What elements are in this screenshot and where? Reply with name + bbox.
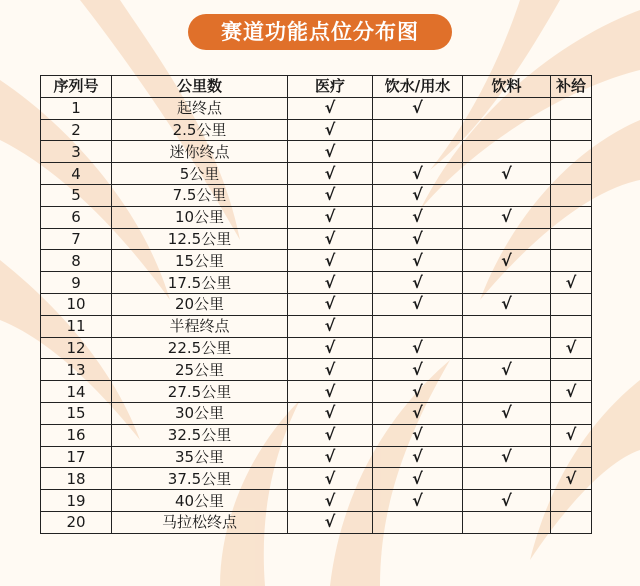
cell-supply [551,206,592,228]
check-mark-icon: √ [324,141,336,161]
cell-kilometer: 32.5公里 [112,424,288,446]
cell-water [373,119,463,141]
cell-medical [288,119,373,141]
cell-drink [463,359,551,381]
table-row [41,293,592,315]
cell-water [373,228,463,250]
cell-serial: 12 [41,337,112,359]
table-row [41,184,592,206]
check-mark-icon: √ [324,468,336,488]
check-mark-icon: √ [324,294,336,314]
cell-supply [551,163,592,185]
check-mark-icon: √ [501,359,512,379]
header-supply: 补给 [551,76,592,98]
cell-medical [288,511,373,533]
table-row [41,511,592,533]
check-mark-icon: √ [324,316,336,336]
check-mark-icon: √ [324,490,336,510]
cell-kilometer: 25公里 [112,359,288,381]
cell-medical [288,228,373,250]
check-mark-icon: √ [412,337,423,357]
check-mark-icon: √ [412,163,423,183]
cell-medical [288,272,373,294]
table-header-row [41,76,592,98]
cell-serial: 14 [41,381,112,403]
cell-water [373,337,463,359]
cell-drink [463,119,551,141]
table-row [41,359,592,381]
cell-serial: 2 [41,119,112,141]
check-mark-icon: √ [324,185,336,205]
cell-drink [463,97,551,119]
cell-drink [463,402,551,424]
check-mark-icon: √ [412,490,423,510]
cell-medical [288,163,373,185]
cell-supply [551,141,592,163]
cell-water [373,402,463,424]
cell-water [373,97,463,119]
cell-kilometer: 10公里 [112,206,288,228]
check-mark-icon: √ [501,163,512,183]
check-mark-icon: √ [324,119,336,139]
cell-kilometer: 2.5公里 [112,119,288,141]
check-mark-icon: √ [412,403,423,423]
cell-kilometer: 7.5公里 [112,184,288,206]
table-row [41,250,592,272]
check-mark-icon: √ [565,468,577,488]
cell-water [373,206,463,228]
table-row [41,381,592,403]
cell-kilometer: 20公里 [112,293,288,315]
cell-medical [288,446,373,468]
cell-kilometer: 22.5公里 [112,337,288,359]
check-mark-icon: √ [565,272,577,292]
cell-water [373,468,463,490]
cell-kilometer: 17.5公里 [112,272,288,294]
cell-kilometer: 15公里 [112,250,288,272]
cell-serial: 9 [41,272,112,294]
cell-water [373,163,463,185]
check-mark-icon: √ [412,228,423,248]
cell-kilometer: 5公里 [112,163,288,185]
cell-serial: 20 [41,511,112,533]
table-row [41,228,592,250]
cell-kilometer: 35公里 [112,446,288,468]
cell-supply [551,228,592,250]
cell-water [373,381,463,403]
cell-kilometer: 迷你终点 [112,141,288,163]
cell-supply [551,381,592,403]
cell-water [373,272,463,294]
cell-drink [463,468,551,490]
check-mark-icon: √ [501,446,512,466]
check-mark-icon: √ [324,425,336,445]
check-mark-icon: √ [501,207,512,227]
cell-supply [551,468,592,490]
cell-serial: 13 [41,359,112,381]
table-row [41,402,592,424]
cell-medical [288,359,373,381]
check-mark-icon: √ [324,163,336,183]
check-mark-icon: √ [412,272,423,292]
table-row [41,97,592,119]
check-mark-icon: √ [501,250,512,270]
table-row [41,315,592,337]
check-mark-icon: √ [324,359,336,379]
page-title: 赛道功能点位分布图 [188,14,452,50]
table-row [41,424,592,446]
cell-kilometer: 40公里 [112,490,288,512]
cell-drink [463,293,551,315]
check-mark-icon: √ [324,446,336,466]
cell-drink [463,446,551,468]
cell-water [373,359,463,381]
cell-drink [463,206,551,228]
cell-serial: 6 [41,206,112,228]
cell-drink [463,424,551,446]
table-row [41,446,592,468]
table-row [41,468,592,490]
header-water: 饮水/用水 [373,76,463,98]
check-mark-icon: √ [324,207,336,227]
header-drink: 饮料 [463,76,551,98]
cell-serial: 7 [41,228,112,250]
cell-medical [288,315,373,337]
check-mark-icon: √ [324,403,336,423]
cell-water [373,141,463,163]
header-medical: 医疗 [288,76,373,98]
header-kilometer: 公里数 [112,76,288,98]
table-row [41,163,592,185]
cell-kilometer: 37.5公里 [112,468,288,490]
check-mark-icon: √ [324,228,336,248]
check-mark-icon: √ [412,359,423,379]
table-row [41,272,592,294]
cell-kilometer: 27.5公里 [112,381,288,403]
cell-kilometer: 12.5公里 [112,228,288,250]
cell-medical [288,97,373,119]
check-mark-icon: √ [501,294,512,314]
check-mark-icon: √ [412,381,423,401]
cell-serial: 11 [41,315,112,337]
cell-drink [463,141,551,163]
cell-medical [288,337,373,359]
cell-drink [463,490,551,512]
check-mark-icon: √ [324,98,336,118]
check-mark-icon: √ [412,207,423,227]
cell-serial: 15 [41,402,112,424]
cell-medical [288,184,373,206]
check-mark-icon: √ [324,512,336,532]
check-mark-icon: √ [324,337,336,357]
table-row [41,141,592,163]
cell-supply [551,97,592,119]
cell-supply [551,424,592,446]
check-mark-icon: √ [324,381,336,401]
cell-kilometer: 半程终点 [112,315,288,337]
cell-medical [288,424,373,446]
header-serial: 序列号 [41,76,112,98]
check-mark-icon: √ [501,490,512,510]
table-row [41,119,592,141]
cell-drink [463,163,551,185]
check-mark-icon: √ [412,468,423,488]
cell-drink [463,381,551,403]
cell-water [373,446,463,468]
cell-serial: 3 [41,141,112,163]
cell-drink [463,337,551,359]
cell-medical [288,381,373,403]
cell-drink [463,250,551,272]
cell-water [373,424,463,446]
check-mark-icon: √ [324,250,336,270]
cell-serial: 8 [41,250,112,272]
check-mark-icon: √ [412,425,423,445]
cell-serial: 5 [41,184,112,206]
cell-medical [288,402,373,424]
table-body [41,97,592,533]
cell-supply [551,119,592,141]
check-mark-icon: √ [565,425,577,445]
cell-water [373,250,463,272]
cell-serial: 19 [41,490,112,512]
cell-supply [551,402,592,424]
cell-drink [463,315,551,337]
cell-supply [551,337,592,359]
cell-supply [551,490,592,512]
table-row [41,337,592,359]
cell-supply [551,293,592,315]
cell-serial: 1 [41,97,112,119]
cell-medical [288,293,373,315]
table-row [41,490,592,512]
cell-supply [551,272,592,294]
cell-water [373,490,463,512]
cell-water [373,184,463,206]
cell-drink [463,272,551,294]
cell-serial: 4 [41,163,112,185]
check-mark-icon: √ [565,337,577,357]
cell-medical [288,206,373,228]
cell-water [373,293,463,315]
cell-serial: 10 [41,293,112,315]
cell-drink [463,228,551,250]
cell-water [373,511,463,533]
cell-kilometer: 马拉松终点 [112,511,288,533]
cell-supply [551,315,592,337]
cell-kilometer: 30公里 [112,402,288,424]
table-row [41,206,592,228]
cell-serial: 18 [41,468,112,490]
check-mark-icon: √ [324,272,336,292]
check-mark-icon: √ [412,446,423,466]
cell-drink [463,511,551,533]
cell-drink [463,184,551,206]
cell-medical [288,490,373,512]
cell-medical [288,141,373,163]
check-mark-icon: √ [412,185,423,205]
cell-supply [551,446,592,468]
cell-medical [288,468,373,490]
cell-supply [551,359,592,381]
cell-supply [551,511,592,533]
cell-supply [551,184,592,206]
check-mark-icon: √ [412,250,423,270]
check-mark-icon: √ [412,98,423,118]
cell-water [373,315,463,337]
cell-supply [551,250,592,272]
checkpoint-table [40,75,592,534]
check-mark-icon: √ [412,294,423,314]
checkpoint-table-container [40,75,591,534]
cell-serial: 16 [41,424,112,446]
cell-medical [288,250,373,272]
check-mark-icon: √ [501,403,512,423]
check-mark-icon: √ [565,381,577,401]
cell-kilometer: 起终点 [112,97,288,119]
cell-serial: 17 [41,446,112,468]
